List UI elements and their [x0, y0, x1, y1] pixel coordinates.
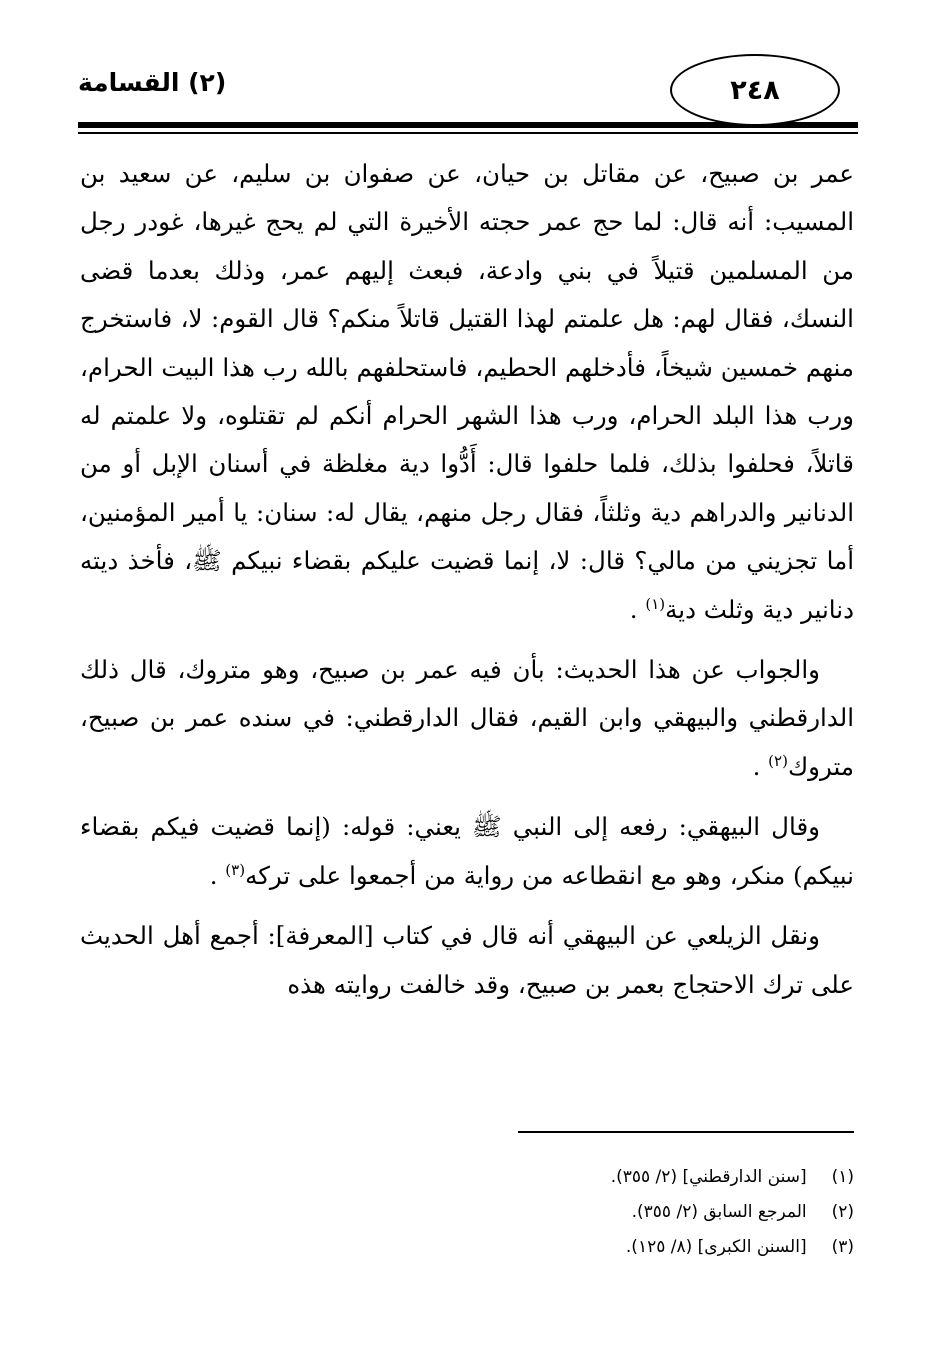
footnote: [354, 1160, 854, 1195]
paragraph-text: .: [752, 751, 761, 781]
footnote-text: المرجع السابق (٢/ ٣٥٥).: [631, 1202, 807, 1222]
paragraph: [80, 803, 854, 900]
paragraph-text: .: [629, 594, 638, 624]
footnote-separator: [518, 1131, 854, 1133]
page-number: ٢٤٨: [730, 74, 780, 106]
paragraph: [80, 912, 854, 1009]
paragraph: [80, 646, 854, 791]
paragraph-text: والجواب عن هذا الحديث: بأن فيه عمر بن صبيح، وهو متروك، قال ذلك الدارقطني والبيهقي وابن القيم، فقال الدارقطني: في سنده عمر بن صبيح، متروك: [80, 655, 854, 781]
paragraph-text: ونقل الزيلعي عن البيهقي أنه قال في كتاب [المعرفة]: أجمع أهل الحديث على ترك الاحتجاج بعمر بن صبيح، وقد خالفت روايته هذه: [80, 921, 854, 999]
footnote-text: [سنن الدارقطني] (٢/ ٣٥٥).: [610, 1167, 807, 1187]
paragraph-text: عمر بن صبيح، عن مقاتل بن حيان، عن صفوان بن سليم، عن سعيد بن المسيب: أنه قال: لما حج عمر حجته الأخيرة التي لم يحج غيرها، غودر رجل من المسلمين قتيلاً في بني وادعة، فبعث إليهم عمر، وذلك بعدما قضى النسك، فقال لهم: هل علمتم لهذا القتيل قاتلاً منكم؟ قال القوم: لا، فاستخرج منهم خمسين شيخاً، فأدخلهم الحطيم، فاستحلفهم بالله رب هذا البيت الحرام، ورب هذا البلد الحرام، ورب هذا الشهر الحرام أنكم لم تقتلوه، ولا علمتم له قاتلاً، فحلفوا بذلك، فلما حلفوا قال: أَدُّوا دية مغلظة في أسنان الإبل أو من الدنانير والدراهم دية وثلثاً، فقال رجل منهم، يقال له: سنان: يا أمير المؤمنين، أما تجزيني من مالي؟ قال: لا، إنما قضيت عليكم بقضاء نبيكم ﷺ، فأخذ ديته دنانير دية وثلث دية: [80, 159, 854, 624]
page-number-oval: [670, 54, 840, 126]
header-rule-thin: [78, 132, 858, 134]
footnote: [354, 1195, 854, 1230]
footnote-mark: (١): [831, 1167, 854, 1187]
footnote-ref: (٣): [225, 860, 246, 879]
footnotes: [354, 1160, 854, 1265]
footnote-ref: (٢): [768, 751, 788, 770]
paragraph: [80, 150, 854, 634]
page-header: [78, 52, 858, 142]
paragraph-text: .: [209, 860, 218, 890]
paragraph-text: وقال البيهقي: رفعه إلى النبي ﷺ يعني: قوله: (إنما قضيت فيكم بقضاء نبيكم) منكر، وهو مع انقطاعه من رواية من أجمعوا على تركه: [80, 812, 854, 890]
footnote-text: [السنن الكبرى] (٨/ ١٢٥).: [625, 1237, 807, 1257]
footnote-mark: (٢): [831, 1202, 854, 1222]
body-text: [80, 150, 854, 1009]
running-title: (٢) القسامة: [78, 68, 227, 97]
footnote-ref: (١): [645, 594, 666, 613]
footnote: [354, 1230, 854, 1265]
footnote-mark: (٣): [831, 1237, 854, 1257]
